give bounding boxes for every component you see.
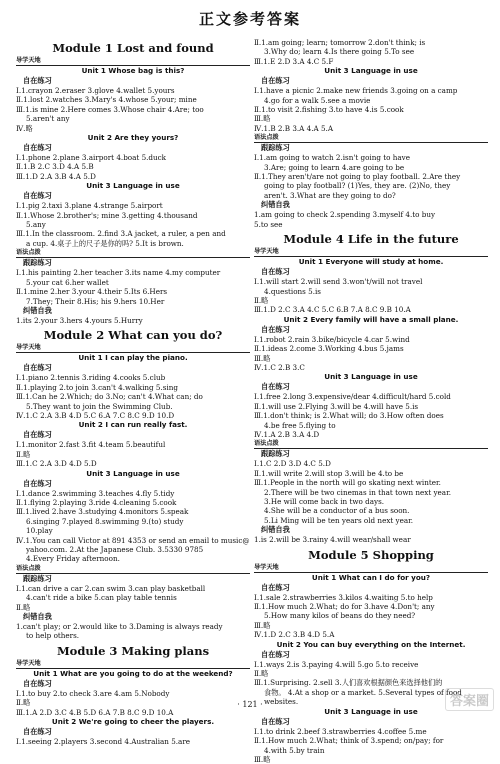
answer-line: Ⅰ.1.C 2.D 3.D 4.C 5.D	[254, 459, 331, 469]
answer-line: 1.its 2.your 3.hers 4.yours 5.Hurry	[16, 315, 143, 325]
module-heading: Module 2 What can you do?	[43, 328, 223, 343]
unit-heading: Unit 1 Whose bag is this?	[81, 66, 185, 75]
section-label: 纠错自我	[23, 305, 52, 315]
module-heading: Module 1 Lost and found	[52, 41, 214, 55]
section-label: 自在练习	[261, 649, 290, 659]
section-tag: 导学天地	[254, 247, 488, 257]
section-label: 自在练习	[261, 382, 290, 392]
answer-line: Ⅲ.1.don't think; is 2.What will; do 3.How often does	[254, 411, 444, 421]
answer-line: 4.She will be a conductor of a bus soon.	[264, 506, 410, 516]
answer-line: Ⅱ.1.Whose 2.brother's; mine 3.getting 4.thousand	[16, 210, 198, 220]
answer-line: Ⅰ.1.crayon 2.eraser 3.glove 4.wallet 5.yours	[16, 86, 175, 95]
answer-line: Ⅲ.略	[254, 620, 271, 630]
answer-line: Ⅲ.1.D 2.A 3.B 4.A 5.D	[16, 171, 96, 181]
answer-line: Ⅱ.1.mine 2.her 3.your 4.their 5.Its 6.Hers	[16, 287, 168, 297]
section-tag: 语法点拨	[16, 564, 250, 574]
section-tag: 语法点拨	[254, 133, 488, 143]
answer-line: Ⅲ.1.D 2.C 3.A 4.C 5.C 6.B 7.A 8.C 9.B 10.A	[254, 305, 411, 315]
answer-line: 5.aren't any	[26, 114, 70, 124]
module-heading: Module 5 Shopping	[308, 547, 434, 562]
unit-heading: Unit 2 Are they yours?	[87, 133, 179, 143]
answer-line: Ⅰ.1.pig 2.taxi 3.plane 4.strange 5.airport	[16, 201, 163, 211]
unit-heading: Unit 3 Language in use	[86, 181, 180, 191]
answer-line: websites.	[264, 697, 299, 707]
section-tag: 导学天地	[16, 56, 250, 66]
answer-line: Ⅳ.1.C 2.A 3.B 4.D 5.C 6.A 7.C 8.C 9.D 10.D	[16, 410, 175, 420]
section-label: 跟踪练习	[23, 258, 52, 268]
page-number: · 121 ·	[237, 700, 263, 709]
unit-heading: Unit 3 Language in use	[324, 706, 418, 716]
section-label: 跟踪练习	[23, 573, 52, 583]
section-label: 自在练习	[261, 76, 290, 86]
answer-line: Ⅱ.1.flying 2.playing 3.ride 4.cleaning 5.cook	[16, 497, 177, 507]
right-column	[254, 38, 488, 764]
answer-line: Ⅲ.1.E 2.D 3.A 4.C 5.F	[254, 56, 334, 66]
section-tag: 导学天地	[16, 343, 250, 353]
answer-line: 6.singing 7.played 8.swimming 9.(to) study	[26, 516, 184, 526]
answer-line: 3.He will come back in two days.	[264, 497, 385, 506]
answer-line: 4.can't ride a bike 5.can play table tennis	[26, 593, 177, 603]
unit-heading: Unit 3 Language in use	[324, 66, 418, 76]
answer-line: Ⅰ.1.piano 2.tennis 3.riding 4.cooks 5.club	[16, 373, 166, 383]
answer-line: to help others.	[26, 631, 80, 641]
answer-line: Ⅱ.略	[254, 295, 269, 305]
unit-heading: Unit 1 What can I do for you?	[311, 572, 431, 582]
unit-heading: Unit 3 Language in use	[86, 468, 180, 478]
answer-line: 5.to see	[254, 219, 283, 229]
answer-line: Ⅰ.1.have a picnic 2.make new friends 3.going on a camp	[254, 86, 458, 96]
answer-line: Ⅲ.1.In the classroom. 2.find 3.A jacket, a ruler, a pen and	[16, 229, 226, 239]
answer-line: Ⅲ.1.A 2.D 3.C 4.B 5.D 6.A 7.B 8.C 9.D 10.A	[16, 707, 174, 717]
section-label: 自在练习	[23, 727, 52, 737]
answer-line: Ⅱ.1.lost 2.watches 3.Mary's 4.whose 5.your; mine	[16, 95, 197, 105]
answer-line: Ⅰ.1.will start 2.will send 3.won't/will not travel	[254, 277, 423, 287]
section-label: 跟踪练习	[261, 143, 290, 153]
answer-line: 4.Every Friday afternoon.	[26, 554, 120, 564]
unit-heading: Unit 1 I can play the piano.	[78, 353, 188, 363]
answer-line: Ⅳ.1.A 2.B 3.A 4.D	[254, 429, 320, 439]
section-tag: 导学天地	[16, 659, 250, 669]
answer-line: 食物。 4.At a shop or a market. 5.Several types of food	[264, 687, 462, 697]
section-label: 自在练习	[23, 191, 52, 201]
unit-heading: Unit 1 What are you going to do at the weekend?	[33, 668, 233, 678]
answer-line: going to play football? (1)Yes, they are. (2)No, they	[264, 181, 451, 191]
answer-line: aren't. 3.What are they going to do?	[264, 190, 396, 200]
answer-line: 1.can't play; or 2.would like to 3.Daming is always ready	[16, 622, 223, 632]
answer-line: Ⅱ.1.will use 2.Flying 3.will be 4.will have 5.is	[254, 401, 419, 411]
answer-line: 4.questions 5.is	[264, 286, 321, 296]
answer-line: Ⅰ.1.seeing 2.players 3.second 4.Australian 5.are	[16, 737, 191, 747]
answer-line: Ⅱ.1.ideas 2.come 3.Working 4.bus 5.jams	[254, 344, 404, 354]
section-tag: 语法点拨	[16, 248, 250, 258]
answer-line: Ⅱ.略	[254, 669, 269, 679]
answer-line: Ⅰ.1.his painting 2.her teacher 3.its name 4.my computer	[16, 268, 221, 278]
answer-line: Ⅰ.1.sale 2.strawberries 3.kilos 4.waiting 5.to help	[254, 592, 433, 602]
section-label: 纠错自我	[261, 200, 290, 210]
unit-heading: Unit 1 Everyone will study at home.	[298, 257, 444, 267]
unit-heading: Unit 2 Every family will have a small plane.	[283, 314, 459, 324]
answer-line: 1.am going to check 2.spending 3.myself 4.to buy	[254, 210, 436, 220]
answer-line: Ⅱ.1.to visit 2.fishing 3.to have 4.is 5.cook	[254, 105, 404, 115]
unit-heading: Unit 2 We're going to cheer the players.	[51, 717, 215, 727]
section-label: 自在练习	[23, 678, 52, 688]
module-heading: Module 3 Making plans	[56, 643, 210, 658]
section-label: 自在练习	[261, 582, 290, 592]
section-label: 自在练习	[23, 76, 52, 85]
answer-line: 1.is 2.will be 3.rainy 4.will wear/shall wear	[254, 535, 411, 545]
section-tag: 导学天地	[254, 563, 488, 573]
answer-line: Ⅰ.1.monitor 2.fast 3.fit 4.team 5.beautiful	[16, 440, 166, 450]
answer-line: Ⅲ.1.C 2.A 3.D 4.D 5.D	[16, 459, 97, 469]
answer-line: 4.go for a walk 5.see a movie	[264, 95, 371, 105]
section-label: 自在练习	[23, 363, 52, 373]
unit-heading: Unit 2 I can run really fast.	[78, 420, 188, 430]
answer-line: 10.play	[26, 526, 53, 536]
answer-line: 4.be free 5.flying to	[264, 420, 336, 430]
answer-line: Ⅰ.1.to drink 2.beef 3.strawberries 4.coffee 5.me	[254, 726, 427, 736]
section-label: 自在练习	[23, 430, 52, 440]
answer-line: Ⅰ.1.ways 2.is 3.paying 4.will 5.go 5.to receive	[254, 659, 419, 669]
answer-line: Ⅳ.1.D 2.C 3.B 4.D 5.A	[254, 630, 335, 640]
answer-line: 5.Li Ming will be ten years old next year.	[264, 515, 414, 525]
answer-line: Ⅱ.1.How much 2.What; think of 3.spend; on/pay; for	[254, 736, 444, 746]
answer-line: Ⅱ.1.am going; learn; tomorrow 2.don't think; is	[254, 38, 426, 47]
section-label: 跟踪练习	[261, 449, 290, 459]
answer-line: Ⅲ.1.Surprising. 2.sell 3.人们喜欢根据颜色来选择他们的	[254, 678, 443, 688]
answer-line: Ⅰ.1.dance 2.swimming 3.teaches 4.fly 5.tidy	[16, 488, 175, 498]
answer-line: Ⅱ.1.They aren't/are not going to play football. 2.Are they	[254, 172, 461, 182]
answer-line: 7.They; Their 8.His; his 9.hers 10.Her	[26, 296, 165, 306]
answer-line: 5.They want to join the Swimming Club.	[26, 401, 173, 411]
watermark-logo: 答案圈	[445, 688, 494, 711]
answer-line: 3.Why do; learn 4.Is there going 5.To see	[264, 47, 415, 57]
module-heading: Module 4 Life in the future	[283, 232, 459, 247]
answer-line: Ⅱ.略	[16, 698, 31, 708]
answer-line: Ⅰ.1.phone 2.plane 3.airport 4.boat 5.duck	[16, 153, 167, 163]
answer-line: Ⅰ.1.am going to watch 2.isn't going to have	[254, 153, 410, 163]
answer-line: 5.your cat 6.her wallet	[26, 277, 109, 287]
answer-line: Ⅱ.1.playing 2.to join 3.can't 4.walking 5.sing	[16, 382, 178, 392]
section-label: 自在练习	[261, 716, 290, 726]
unit-heading: Unit 3 Language in use	[324, 372, 418, 382]
answer-line: Ⅰ.1.can drive a car 2.can swim 3.can play basketball	[16, 583, 206, 593]
page-title: 正文参考答案	[198, 10, 301, 28]
section-label: 自在练习	[23, 478, 52, 488]
section-tag: 语法点拨	[254, 439, 488, 449]
answer-line: Ⅲ.略	[254, 754, 271, 764]
answer-line: 2.There will be two cinemas in that town next year.	[264, 487, 452, 497]
section-label: 纠错自我	[261, 525, 290, 535]
answer-line: yahoo.com. 2.At the Japanese Club. 3.5330 9785	[26, 545, 204, 554]
left-column	[16, 38, 250, 746]
answer-line: Ⅳ.1.B 2.B 3.A 4.A 5.A	[254, 123, 334, 133]
section-label: 自在练习	[261, 267, 290, 277]
answer-line: Ⅲ.1.is mine 2.Here comes 3.Whose chair 4.Are; too	[16, 104, 204, 114]
answer-line: Ⅱ.略	[16, 449, 31, 459]
answer-line: Ⅱ.1.will write 2.will stop 3.will be 4.to be	[254, 468, 404, 478]
answer-line: Ⅱ.1.How much 2.What; do for 3.have 4.Don't; any	[254, 602, 435, 612]
answer-line: Ⅲ.1.lived 2.have 3.studying 4.monitors 5.speak	[16, 507, 189, 517]
answer-line: Ⅳ.1.C 2.B 3.C	[254, 362, 305, 372]
unit-heading: Unit 2 You can buy everything on the Internet.	[276, 639, 466, 649]
answer-line: Ⅱ.1.B 2.C 3.D 4.A 5.B	[16, 162, 94, 172]
answer-line: Ⅳ.1.You can call Victor at 891 4353 or send an email to music@	[16, 535, 250, 545]
answer-line: Ⅲ.略	[254, 114, 271, 124]
answer-line: Ⅳ.略	[16, 123, 33, 133]
answer-line: Ⅱ.略	[16, 602, 31, 612]
answer-line: 3.Are; going to learn 4.are going to be	[264, 162, 405, 172]
answer-line: Ⅰ.1.free 2.long 3.expensive/dear 4.difficult/hard 5.cold	[254, 392, 451, 402]
answer-line: Ⅲ.1.People in the north will go skating next winter.	[254, 478, 441, 488]
section-label: 自在练习	[261, 324, 290, 334]
section-label: 纠错自我	[23, 612, 52, 622]
answer-line: 5.How many kilos of beans do they need?	[264, 611, 416, 621]
section-label: 自在练习	[23, 143, 52, 153]
answer-line: Ⅰ.1.to buy 2.to check 3.are 4.am 5.Nobody	[16, 688, 170, 698]
answer-line: 5.any	[26, 220, 46, 230]
answer-line: Ⅲ.1.Can he 2.Which; do 3.No; can't 4.What can; do	[16, 392, 203, 402]
answer-line: Ⅰ.1.robot 2.rain 3.bike/bicycle 4.car 5.wind	[254, 334, 410, 344]
answer-line: 4.with 5.by train	[264, 745, 325, 755]
answer-line: Ⅲ.略	[254, 353, 271, 363]
answer-line: a cup. 4.桌子上的尺子是你的吗? 5.It is brown.	[26, 238, 184, 248]
